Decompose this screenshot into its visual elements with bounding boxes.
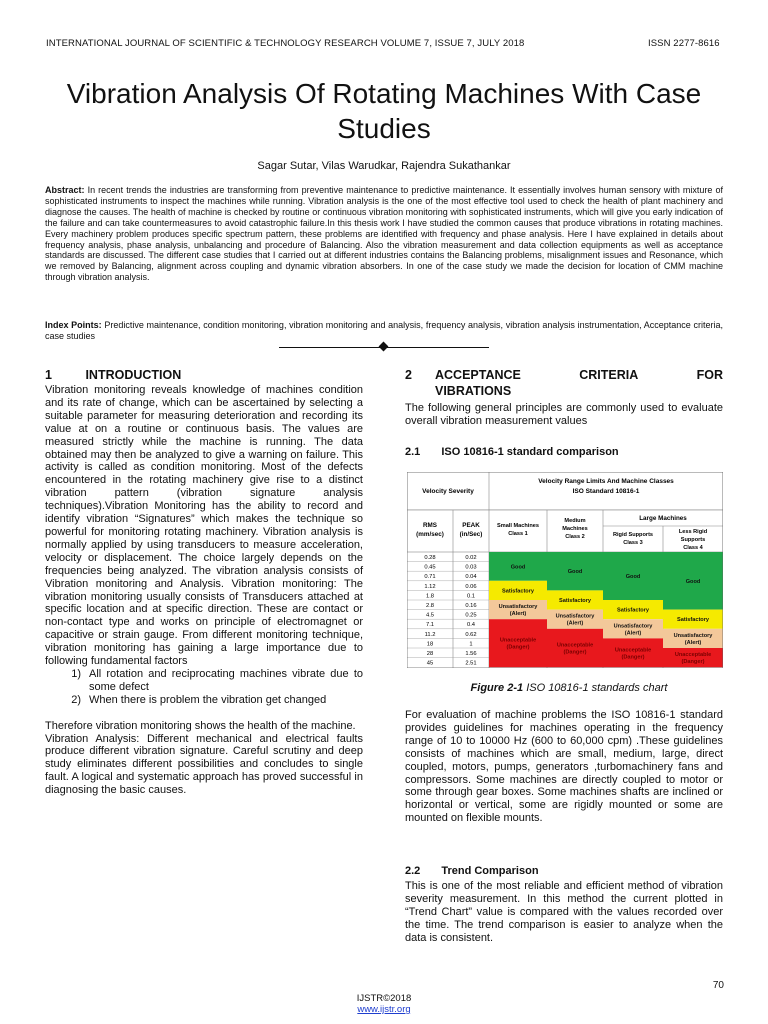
section-2-heading	[405, 368, 723, 398]
zone-label: Good	[685, 578, 701, 585]
trend-paragraph: This is one of the most reliable and efficient method of vibration severity measurement. In this method the current plotted in “Trend Chart” value is compared with the values recorded over the time. The trend comparison is easier to analyze when the data is consistent.	[405, 880, 723, 944]
section-2-word: CRITERIA	[579, 368, 639, 382]
authors: Sagar Sutar, Vilas Warudkar, Rajendra Sukathankar	[257, 160, 511, 172]
iso-10816-chart	[407, 472, 723, 668]
abstract-label: Abstract:	[45, 185, 85, 195]
subsection-2-2-heading	[405, 865, 539, 877]
peak-value: 0.02	[465, 555, 477, 561]
peak-value: 1.56	[465, 651, 477, 657]
class-2-header: Medium	[564, 518, 586, 524]
figure-caption-text: ISO 10816-1 standards chart	[526, 682, 668, 694]
peak-value: 0.1	[466, 593, 476, 600]
peak-value: 0.04	[465, 574, 477, 581]
journal-header: INTERNATIONAL JOURNAL OF SCIENTIFIC & TECHNOLOGY RESEARCH VOLUME 7, ISSUE 7, JULY 2018	[46, 38, 525, 49]
section-1-title: INTRODUCTION	[85, 368, 182, 382]
rms-value: 0.71	[424, 574, 436, 581]
intro-paragraph: Vibration monitoring reveals knowledge of machines condition and its rate of change, which can be ascertained by selecting a suitable parameter for measuring deterioration and recording its value at on a routine or continuous basis. The values are measured strictly while the machine is running. The data obtained may then be analyzed to give a warning on failure. This activity is called as condition monitoring. Most of the defects encountered in the rotating machinery give rise to a distinct vibration pattern (vibration signature analysis techniques).Vibration Monitoring has the ability to record and identify vibration “Signatures” which makes the technique so powerful for monitoring rotating machinery. Vibration analysis is normally applied by using transducers to measure acceleration, velocity or displacement. The choice largely depends on the frequencies being analyzed. The vibration analysis consists of Vibration monitoring and Analysis. Vibration monitoring: The vibration monitoring usually consists of Transducers attached at specific location and at specific direction. These are contact or non-contact type and works on principle of electromagnet or capacitive or strain gauge. From different monitoring technique, vibration monitoring has gaining a large importance due to following fundamental factors	[45, 384, 363, 668]
class-4-sub: Class 4	[683, 545, 703, 551]
peak-value: 1	[469, 641, 473, 648]
rms-value: 28	[426, 651, 434, 657]
zone-label: Unacceptable	[614, 647, 652, 654]
class-1-header: Small Machines	[497, 523, 539, 529]
zone-label: Unsatisfactory	[673, 632, 713, 639]
figure-label: Figure 2-1	[470, 682, 524, 694]
subsection-2-1-heading	[405, 446, 619, 458]
peak-value: 0.16	[465, 603, 477, 609]
evaluation-paragraph: For evaluation of machine problems the ISO 10816-1 standard provides guidelines for machines operating in the frequency range of 10 to 10000 Hz (600 to 60,000 cpm) .These guidelines consists of machines which are small, medium, large, direct coupled, motors, pumps, generators ,turbomachinery fans and compressors. Some machines are directly coupled to motor or some through gear boxes. Some machines shafts are inclined or horizontal or vertical, some are rigidly mounted or some are mounted on flexible mounts.	[405, 709, 723, 825]
zone-label: Unsatisfactory	[498, 604, 538, 611]
zone-label: (Danger)	[506, 644, 530, 651]
subsection-number: 2.1	[405, 446, 421, 458]
health-paragraph: Therefore vibration monitoring shows the health of the machine.	[45, 719, 356, 732]
zone-label: Unacceptable	[674, 652, 712, 659]
rms-header: RMS	[423, 522, 437, 529]
zone-label: Satisfactory	[616, 607, 650, 614]
rms-value: 11.2	[424, 631, 436, 638]
rms-value: 0.28	[424, 555, 436, 561]
class-3-sub: Class 3	[623, 540, 643, 546]
large-machines-label: Large Machines	[639, 515, 687, 522]
table-row-lines	[407, 562, 489, 658]
list-item	[45, 694, 363, 707]
peak-value: 0.4	[466, 622, 476, 629]
list-item-text: All rotation and reciprocating machines vibrate due to some defect	[89, 667, 363, 693]
rms-value: 0.45	[424, 564, 436, 571]
zone-label: Unacceptable	[556, 642, 594, 649]
class-3-header: Rigid Supports	[612, 532, 654, 538]
rms-unit: (mm/sec)	[416, 531, 444, 538]
class-2-sub: Class 2	[565, 534, 585, 540]
zone-label: Satisfactory	[501, 588, 535, 595]
zone-label: Unsatisfactory	[613, 623, 653, 630]
list-item-number: 2)	[71, 693, 81, 706]
rms-value: 4.5	[425, 612, 435, 619]
section-2-word: FOR	[696, 368, 723, 382]
figure-caption	[400, 682, 738, 694]
subsection-number: 2.2	[405, 865, 421, 877]
index-points	[45, 320, 723, 342]
range-title-2: ISO Standard 10816-1	[572, 488, 640, 495]
section-2-number: 2	[405, 368, 412, 382]
list-item-text: When there is problem the vibration get changed	[89, 693, 327, 706]
zone-label: (Alert)	[684, 639, 702, 646]
zone-label: (Danger)	[681, 659, 705, 666]
class-1-sub: Class 1	[508, 531, 528, 537]
zone-label: (Danger)	[563, 649, 587, 656]
zone-label: Unacceptable	[499, 637, 537, 644]
list-item-number: 1)	[71, 667, 81, 680]
issn: ISSN 2277-8616	[648, 38, 720, 49]
zone-label: (Alert)	[624, 630, 642, 637]
peak-value: 0.62	[465, 631, 477, 638]
subsection-title: ISO 10816-1 standard comparison	[441, 446, 619, 458]
class-2-header-2: Machines	[562, 526, 588, 532]
peak-header: PEAK	[462, 522, 480, 529]
page-footer	[334, 993, 434, 1015]
zone-label: (Alert)	[566, 620, 584, 627]
subsection-title: Trend Comparison	[441, 865, 539, 877]
peak-value: 2.51	[465, 660, 477, 667]
index-points-text: Predictive maintenance, condition monitoring, vibration monitoring and analysis, frequency analysis, vibration analysis instrumentation, Acceptance criteria, case studies	[45, 320, 723, 341]
page-number: 70	[712, 980, 724, 991]
index-points-label: Index Points:	[45, 320, 102, 330]
rms-value: 1.12	[424, 583, 436, 590]
abstract-text: In recent trends the industries are transforming from preventive maintenance to predictive maintenance. It essentially involves human sensory with mixture of sophisticated instruments to inspect the machines while running. Vibration analysis is the one of the most effective tool used to check the health of plant machinery and diagnose the causes. The health of machine is checked by routine or continuous vibration monitoring with sophisticated instruments, which will give you early indication of the failure and can take countermeasures to avoid catastrophic failure.In this thesis work I have studied the common causes that produce vibrations in rotating machines. Every machinery problem produces specific spectrum pattern, these problems are identified with frequency and phase analysis. Here I have explained in details about frequency analysis, phase analysis, unbalancing and procedure of Balancing. Also the vibration measurement and data collection equipments as well as acceptance standards are discussed. The different case studies that I carried out at different industries contains the Balancing problems, misalignment issues and Resonance, which we removed by Balancing, alignment across coupling and dynamic vibration absorbers. In one of the case study we made the decision for location of CMM machine through vibration analysis.	[45, 185, 723, 283]
velocity-severity-label: Velocity Severity	[422, 488, 474, 495]
zone-label: Good	[567, 569, 583, 576]
zone-label: Good	[625, 574, 641, 580]
footer-copyright: IJSTR©2018	[356, 993, 412, 1004]
class-4-header: Less Rigid	[678, 529, 708, 535]
rms-value: 18	[426, 641, 434, 648]
rms-value: 1.8	[425, 593, 435, 600]
paper-title: Vibration Analysis Of Rotating Machines With Case Studies	[66, 78, 702, 144]
zone-label: Unsatisfactory	[555, 613, 595, 620]
section-1-heading	[45, 368, 181, 382]
section-2-word: VIBRATIONS	[435, 384, 512, 398]
section-1-number: 1	[45, 368, 52, 382]
rms-value: 45	[426, 660, 434, 667]
zone-label: (Alert)	[509, 611, 527, 618]
peak-value: 0.25	[465, 612, 477, 619]
range-title-1: Velocity Range Limits And Machine Classes	[538, 478, 674, 485]
class-4-header-2: Supports	[680, 537, 706, 543]
peak-value: 0.06	[465, 583, 477, 590]
peak-unit: (in/Sec)	[459, 531, 483, 538]
section-2-word: ACCEPTANCE	[435, 368, 521, 382]
rms-value: 2.8	[425, 603, 435, 609]
peak-value: 0.03	[465, 564, 477, 571]
zone-label: Satisfactory	[676, 617, 710, 624]
vibration-analysis-paragraph: Vibration Analysis: Different mechanical and electrical faults produce different vibration signature. Careful scrutiny and deep study eliminates different possibilities and concludes to single fault. A logical and systematic approach has proved successful in diagnosing the basic causes.	[45, 732, 363, 797]
zone-label: Satisfactory	[558, 598, 592, 604]
section-2-intro: The following general principles are commonly used to evaluate overall vibration measurement values	[405, 402, 723, 427]
zone-label: Good	[510, 564, 526, 571]
rms-value: 7.1	[425, 622, 435, 629]
table-values	[424, 555, 477, 667]
footer-link[interactable]: www.ijstr.org	[357, 1004, 411, 1015]
zone-label: (Danger)	[621, 654, 645, 661]
section-separator	[279, 342, 489, 352]
list-item	[45, 668, 363, 694]
left-column	[45, 384, 363, 797]
abstract	[45, 185, 723, 283]
